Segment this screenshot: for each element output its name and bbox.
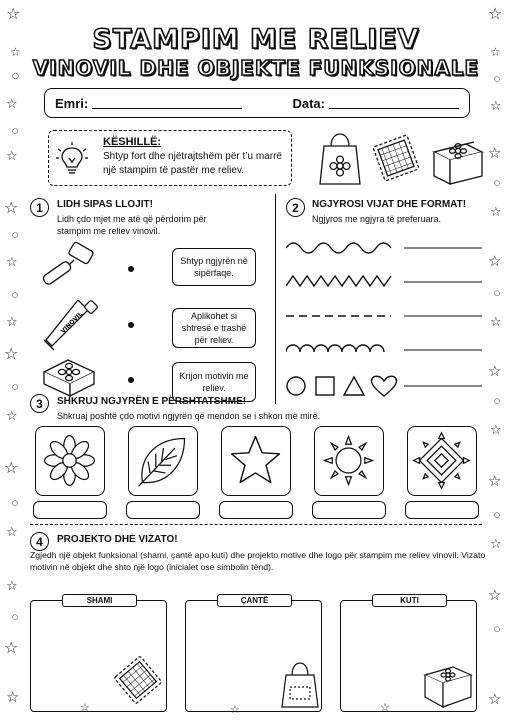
star-icon: ☆ [488,362,502,380]
circle-icon: ○ [494,179,501,187]
star-icon: ☆ [380,701,390,714]
section-1-number: 1 [30,198,49,217]
color-answer-box[interactable] [33,501,107,519]
section-divider [275,194,276,404]
design-box-label: ÇANTË [217,594,292,607]
star-icon: ☆ [490,315,502,330]
handkerchief-icon [373,135,419,181]
heart-icon [372,376,397,396]
section-3-title: SHKRUJ NGJYRËN E PËRSHTATSHME! [57,396,247,407]
title-line-1: STAMPIM ME RELIEV [92,24,420,55]
star-icon: ☆ [230,703,240,716]
triangle-icon [344,377,364,395]
design-box-handkerchief[interactable] [30,596,167,712]
star-icon: ☆ [490,45,501,59]
tip-box [48,130,292,186]
lightbulb-icon [55,141,89,177]
star-icon: ☆ [6,579,18,594]
name-field[interactable] [92,97,242,109]
star-icon: ☆ [490,537,502,552]
circle-icon: ○ [494,75,501,83]
star-icon: ☆ [490,423,502,438]
dashed-divider [30,524,482,525]
star-icon: ☆ [10,45,21,59]
star-icon: ☆ [6,97,18,112]
star-icon: ☆ [80,701,90,714]
color-answer-box[interactable] [219,501,293,519]
section-2-instruction: Ngjyros me ngjyra të preferuara. [312,214,442,224]
gift-box-icon [423,663,473,709]
star-icon: ☆ [4,638,19,657]
section-3-instruction: Shkruaj poshtë çdo motivi ngjyrën që mendon se i shkon më mirë. [57,411,321,421]
title-line-2: VINOVIL DHE OBJEKTE FUNKSIONALE [32,56,480,81]
line-patterns [286,236,486,414]
match-answer-box[interactable]: Aplikohet si shtresë e trashë për reliev. [172,308,256,348]
sun-icon [315,427,382,494]
circle-icon: ○ [12,291,19,299]
star-icon: ☆ [6,409,18,424]
star-icon: ☆ [490,99,502,114]
worksheet-title [24,24,488,80]
circle-icon: ○ [12,231,19,239]
star-icon: ☆ [6,688,20,706]
flower-icon [36,427,103,494]
star-icon: ☆ [6,255,18,270]
star-icon: ☆ [4,198,19,217]
star-icon: ☆ [6,149,18,164]
match-dot-left[interactable] [128,377,134,383]
section-2-number: 2 [286,198,305,217]
section-4-instruction: Zgjedh një objekt funksional (shami, çantë apo kuti) dhe projekto motive dhe logo për stampim me reliev vinovil. Vizato motivin në objekt dhe shto një logo (inicialet ose simbolin tënd). [30,550,486,572]
motif-card-flower [35,426,105,496]
match-answer-box[interactable]: Krijon motivin me reliev. [172,362,256,402]
circle-icon: ○ [12,499,19,507]
match-dot-left[interactable] [128,266,134,272]
design-box-gift[interactable] [340,596,477,712]
motif-card-leaf [128,426,198,496]
star-icon: ☆ [4,344,19,363]
color-answer-box[interactable] [312,501,386,519]
diamond-ornament-icon [408,427,475,494]
bag-icon [320,134,360,184]
header-objects-illustration [316,122,486,188]
roller-icon [38,240,100,292]
wavy-line [286,243,391,253]
section-4-number: 4 [30,532,49,551]
design-box-bag[interactable] [185,596,322,712]
name-date-bar [44,88,470,118]
section-1-title: LIDH SIPAS LLOJIT! [57,199,153,210]
circle-icon: ○ [494,625,501,633]
worksheet-page [24,22,488,712]
star-icon: ☆ [4,458,19,477]
glue-tube-icon [38,300,100,352]
bag-icon [280,655,320,709]
star-icon: ☆ [6,525,18,540]
circle-icon: ○ [494,397,501,405]
star-icon: ☆ [490,205,502,220]
motif-card-sun [314,426,384,496]
date-field[interactable] [329,97,459,109]
star-icon [222,427,289,494]
circle-icon: ○ [494,289,501,297]
circle-icon: ○ [12,127,19,135]
handkerchief-icon [113,655,163,705]
star-icon: ☆ [488,472,502,490]
section-2-title: NGJYROSI VIJAT DHE FORMAT! [312,199,467,210]
circle-icon: ○ [494,511,501,519]
date-label: Data: [292,95,325,111]
tip-title: KËSHILLË: [103,136,162,148]
match-answer-box[interactable]: Shtyp ngjyrën në sipërfaqe. [172,248,256,286]
star-icon: ☆ [488,144,502,162]
star-icon: ☆ [6,4,21,23]
match-dot-left[interactable] [128,322,134,328]
section-4-title: PROJEKTO DHE VIZATO! [57,534,178,545]
motif-card-star [221,426,291,496]
name-label: Emri: [55,95,89,111]
star-icon: ☆ [488,690,502,708]
leaf-icon [129,427,196,494]
color-answer-box[interactable] [405,501,479,519]
star-icon: ☆ [6,315,18,330]
star-icon: ☆ [488,252,502,270]
circle-icon [287,377,305,395]
star-icon: ☆ [488,4,503,23]
motif-card-diamond [407,426,477,496]
color-answer-box[interactable] [126,501,200,519]
glue-tube-label: VINOVIL [59,310,85,336]
circle-icon: ○ [12,71,19,80]
zigzag-line [286,276,391,286]
circle-icon: ○ [12,613,19,621]
gift-box-icon [434,142,482,184]
shapes-row [287,376,397,396]
scallop-line [286,345,384,352]
section-1-instruction: Lidh çdo mjet me atë që përdorim për stampim me reliev vinovil. [57,214,207,237]
section-3-number: 3 [30,394,49,413]
design-box-label: KUTI [372,594,447,607]
star-icon: ☆ [488,586,502,604]
circle-icon: ○ [12,383,19,391]
square-icon [316,377,334,395]
design-box-label: SHAMI [62,594,137,607]
tip-text: Shtyp fort dhe njëtrajtshëm për t’u marrë një stampim të pastër me reliev. [103,151,282,176]
